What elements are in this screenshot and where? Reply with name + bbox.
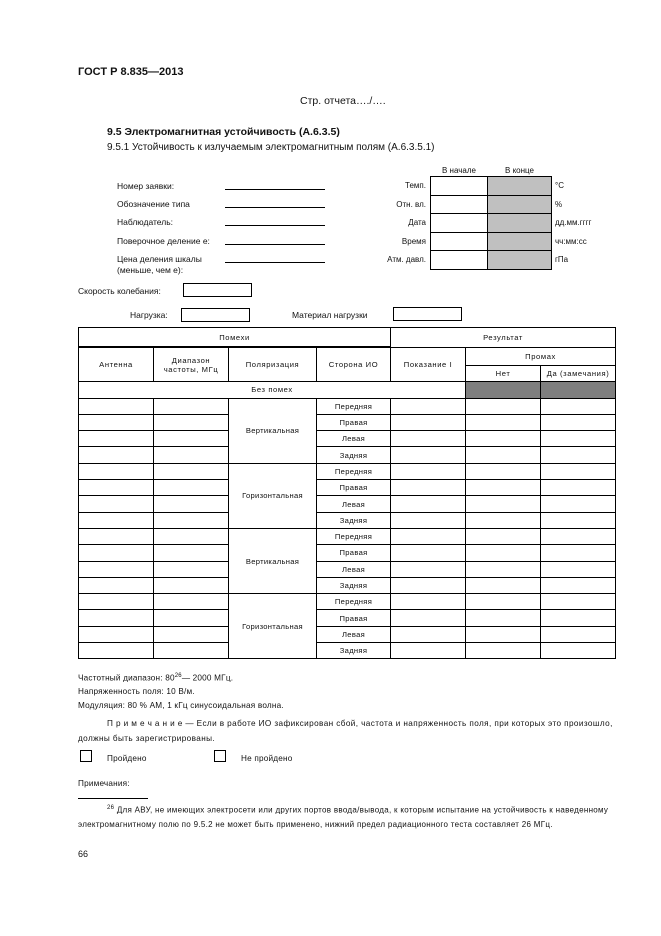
- failed-label: Не пройдено: [241, 754, 293, 763]
- table-row: [79, 447, 616, 463]
- side-cell: Правая: [317, 610, 391, 626]
- antenna-cell[interactable]: [79, 480, 154, 496]
- polarization-cell: Горизонтальная: [229, 463, 317, 528]
- cond-date-label: Дата: [408, 218, 426, 228]
- antenna-cell[interactable]: [79, 594, 154, 610]
- table-row: [79, 577, 616, 593]
- footnote-mark: 26: [107, 805, 115, 811]
- freq-range-cell[interactable]: [154, 577, 229, 593]
- miss-yes-cell[interactable]: [541, 626, 616, 642]
- miss-no-cell[interactable]: [466, 561, 541, 577]
- col-end-label: В конце: [505, 166, 534, 175]
- antenna-cell[interactable]: [79, 447, 154, 463]
- miss-no-cell[interactable]: [466, 496, 541, 512]
- antenna-cell[interactable]: [79, 643, 154, 659]
- reading-cell[interactable]: [391, 480, 466, 496]
- header-result: Результат: [391, 328, 616, 348]
- table-row: [79, 463, 616, 479]
- miss-no-cell[interactable]: [466, 594, 541, 610]
- freq-range-cell[interactable]: [154, 463, 229, 479]
- header-freq-range-line2: частоты, МГц: [163, 364, 219, 374]
- remark-paragraph: П р и м е ч а н и е — Если в работе ИО зафиксирован сбой, частота и напряженность поля, при которых это произошло, должны быть зарегистрированы.: [78, 719, 613, 743]
- passed-checkbox[interactable]: [80, 750, 92, 762]
- freq-range-cell[interactable]: [154, 561, 229, 577]
- field-label-scale-division: Цена деления шкалы: [117, 254, 202, 264]
- antenna-cell[interactable]: [79, 463, 154, 479]
- cond-pressure-unit: гПа: [555, 255, 569, 265]
- cond-pressure-start-cell[interactable]: [431, 251, 488, 270]
- antenna-cell[interactable]: [79, 610, 154, 626]
- freq-range-cell[interactable]: [154, 528, 229, 544]
- remarks-label: Примечания:: [78, 779, 130, 788]
- reading-cell[interactable]: [391, 626, 466, 642]
- cond-temp-end-cell[interactable]: [488, 177, 552, 196]
- header-interference: Помехи: [79, 328, 391, 347]
- antenna-cell[interactable]: [79, 626, 154, 642]
- miss-no-cell[interactable]: [466, 528, 541, 544]
- reading-cell[interactable]: [391, 414, 466, 430]
- miss-yes-cell[interactable]: [541, 561, 616, 577]
- cond-humidity-label: Отн. вл.: [396, 199, 426, 209]
- table-row: [79, 643, 616, 659]
- no-interference-row: Без помех: [79, 382, 466, 398]
- load-label: Нагрузка:: [130, 310, 168, 320]
- load-material-input[interactable]: [393, 307, 462, 321]
- miss-yes-cell[interactable]: [541, 643, 616, 659]
- reading-cell[interactable]: [391, 528, 466, 544]
- reading-cell[interactable]: [391, 447, 466, 463]
- header-freq-range-line1: Диапазон: [171, 355, 211, 365]
- miss-yes-cell[interactable]: [541, 398, 616, 414]
- miss-yes-cell[interactable]: [541, 577, 616, 593]
- antenna-cell[interactable]: [79, 577, 154, 593]
- results-table: [78, 327, 616, 659]
- antenna-cell[interactable]: [79, 528, 154, 544]
- freq-range-text: Частотный диапазон: 80: [78, 673, 175, 683]
- miss-no-cell[interactable]: [466, 398, 541, 414]
- antenna-cell[interactable]: [79, 512, 154, 528]
- freq-range-cell[interactable]: [154, 626, 229, 642]
- field-strength-note: Напряженность поля: 10 В/м.: [78, 687, 195, 696]
- conditions-table: [370, 165, 615, 270]
- side-cell: Правая: [317, 480, 391, 496]
- footnote-text: Для АВУ, не имеющих электросети или других портов ввода/вывода, к которым испытание на устойчивость к наведенному электромагнитному полю по 9.5.2 не может быть применено, нижний предел радиационного теста составляет 26 МГц.: [78, 805, 609, 829]
- miss-no-cell[interactable]: [466, 626, 541, 642]
- polarization-cell: Вертикальная: [229, 398, 317, 463]
- cond-temp-start-cell[interactable]: [431, 177, 488, 196]
- side-cell: Передняя: [317, 463, 391, 479]
- reading-cell[interactable]: [391, 512, 466, 528]
- col-start-label: В начале: [442, 166, 476, 175]
- side-cell: Левая: [317, 561, 391, 577]
- miss-no-cell[interactable]: [466, 643, 541, 659]
- freq-range-cell[interactable]: [154, 610, 229, 626]
- table-row: [79, 610, 616, 626]
- miss-no-cell[interactable]: [466, 463, 541, 479]
- table-row: [79, 480, 616, 496]
- reading-cell[interactable]: [391, 643, 466, 659]
- freq-range-cell[interactable]: [154, 512, 229, 528]
- field-label-request-number: Номер заявки:: [117, 181, 175, 191]
- table-row: [79, 431, 616, 447]
- miss-yes-cell[interactable]: [541, 512, 616, 528]
- cond-pressure-end-cell[interactable]: [488, 251, 552, 270]
- side-cell: Передняя: [317, 398, 391, 414]
- miss-yes-cell[interactable]: [541, 496, 616, 512]
- reading-cell[interactable]: [391, 545, 466, 561]
- cond-time-end-cell[interactable]: [488, 232, 552, 251]
- footnote-divider: [78, 798, 148, 799]
- page-number: 66: [78, 849, 89, 859]
- header-antenna: Антенна: [79, 348, 154, 382]
- footnote: [78, 801, 615, 832]
- miss-no-cell[interactable]: [466, 545, 541, 561]
- type-line[interactable]: [225, 207, 325, 208]
- observer-line[interactable]: [225, 225, 325, 226]
- cond-temp-label: Темп.: [405, 181, 426, 191]
- side-cell: Правая: [317, 545, 391, 561]
- field-label-verification-division: Поверочное деление e:: [117, 236, 210, 246]
- miss-no-cell[interactable]: [466, 431, 541, 447]
- polarization-cell: Вертикальная: [229, 528, 317, 593]
- reading-cell[interactable]: [391, 561, 466, 577]
- miss-yes-cell[interactable]: [541, 431, 616, 447]
- side-cell: Передняя: [317, 594, 391, 610]
- reading-cell[interactable]: [391, 431, 466, 447]
- failed-checkbox[interactable]: [214, 750, 226, 762]
- cond-time-start-cell[interactable]: [431, 232, 488, 251]
- header-miss: Промах: [466, 348, 616, 366]
- side-cell: Задняя: [317, 643, 391, 659]
- header-side: Сторона ИО: [317, 348, 391, 382]
- cond-date-end-cell[interactable]: [488, 214, 552, 233]
- load-material-label: Материал нагрузки: [292, 310, 368, 320]
- report-page-ref: Стр. отчета…./….: [300, 95, 386, 107]
- freq-range-tail: — 2000 МГц.: [181, 673, 234, 683]
- section-title: 9.5 Электромагнитная устойчивость (А.6.3.5): [107, 126, 340, 138]
- table-row: [79, 626, 616, 642]
- no-interference-yes-cell: [541, 382, 616, 398]
- antenna-cell[interactable]: [79, 545, 154, 561]
- side-cell: Левая: [317, 431, 391, 447]
- table-row: [79, 512, 616, 528]
- freq-range-cell[interactable]: [154, 545, 229, 561]
- miss-no-cell[interactable]: [466, 610, 541, 626]
- miss-yes-cell[interactable]: [541, 463, 616, 479]
- side-cell: Задняя: [317, 512, 391, 528]
- freq-range-cell[interactable]: [154, 414, 229, 430]
- subsection-title: 9.5.1 Устойчивость к излучаемым электромагнитным полям (А.6.3.5.1): [107, 142, 435, 153]
- freq-range-cell[interactable]: [154, 643, 229, 659]
- miss-no-cell[interactable]: [466, 414, 541, 430]
- cond-time-unit: чч:мм:сс: [555, 236, 587, 246]
- side-cell: Передняя: [317, 528, 391, 544]
- side-cell: Правая: [317, 414, 391, 430]
- antenna-cell[interactable]: [79, 561, 154, 577]
- passed-label: Пройдено: [107, 754, 147, 763]
- antenna-cell[interactable]: [79, 496, 154, 512]
- side-cell: Задняя: [317, 447, 391, 463]
- freq-range-cell[interactable]: [154, 594, 229, 610]
- reading-cell[interactable]: [391, 463, 466, 479]
- miss-yes-cell[interactable]: [541, 480, 616, 496]
- freq-range-cell[interactable]: [154, 431, 229, 447]
- request-number-line[interactable]: [225, 189, 325, 190]
- reading-cell[interactable]: [391, 496, 466, 512]
- field-label-type: Обозначение типа: [117, 199, 190, 209]
- freq-footnote-ref: 26: [174, 673, 182, 679]
- antenna-cell[interactable]: [79, 398, 154, 414]
- cond-humidity-unit: %: [555, 199, 563, 209]
- side-cell: Левая: [317, 626, 391, 642]
- side-cell: Левая: [317, 496, 391, 512]
- antenna-cell[interactable]: [79, 431, 154, 447]
- field-label-observer: Наблюдатель:: [117, 217, 173, 227]
- miss-no-cell[interactable]: [466, 447, 541, 463]
- side-cell: Задняя: [317, 577, 391, 593]
- table-row: [79, 545, 616, 561]
- vibration-label: Скорость колебания:: [78, 286, 161, 296]
- header-no: Нет: [466, 366, 541, 382]
- miss-yes-cell[interactable]: [541, 447, 616, 463]
- header-polarization: Поляризация: [229, 348, 317, 382]
- table-row: [79, 561, 616, 577]
- cond-time-label: Время: [401, 236, 426, 246]
- freq-range-cell[interactable]: [154, 447, 229, 463]
- cond-pressure-label: Атм. давл.: [387, 255, 426, 265]
- miss-no-cell[interactable]: [466, 577, 541, 593]
- reading-cell[interactable]: [391, 610, 466, 626]
- table-row: [79, 398, 616, 414]
- reading-cell[interactable]: [391, 594, 466, 610]
- load-input[interactable]: [181, 308, 250, 322]
- header-yes: Да (замечания): [541, 366, 616, 382]
- cond-date-start-cell[interactable]: [431, 214, 488, 233]
- header-freq-range: [154, 348, 229, 382]
- modulation-note: Модуляция: 80 % АМ, 1 кГц синусоидальная волна.: [78, 701, 284, 710]
- reading-cell[interactable]: [391, 577, 466, 593]
- table-row: [79, 594, 616, 610]
- field-label-scale-division-2: (меньше, чем e):: [117, 265, 184, 275]
- miss-yes-cell[interactable]: [541, 528, 616, 544]
- polarization-cell: Горизонтальная: [229, 594, 317, 659]
- freq-range-cell[interactable]: [154, 480, 229, 496]
- miss-yes-cell[interactable]: [541, 414, 616, 430]
- cond-temp-unit: °С: [555, 181, 564, 191]
- miss-yes-cell[interactable]: [541, 545, 616, 561]
- cond-humidity-start-cell[interactable]: [431, 195, 488, 214]
- cond-date-unit: дд.мм.гггг: [555, 218, 592, 228]
- freq-range-cell[interactable]: [154, 398, 229, 414]
- reading-cell[interactable]: [391, 398, 466, 414]
- scale-division-line[interactable]: [225, 262, 325, 263]
- document-id: ГОСТ Р 8.835—2013: [78, 66, 184, 78]
- antenna-cell[interactable]: [79, 414, 154, 430]
- cond-humidity-end-cell[interactable]: [488, 195, 552, 214]
- table-row: [79, 528, 616, 544]
- freq-range-note: [78, 673, 233, 683]
- table-row: [79, 414, 616, 430]
- no-interference-no-cell: [466, 382, 541, 398]
- miss-yes-cell[interactable]: [541, 610, 616, 626]
- miss-no-cell[interactable]: [466, 480, 541, 496]
- table-row: [79, 496, 616, 512]
- vibration-input[interactable]: [183, 283, 252, 297]
- miss-yes-cell[interactable]: [541, 594, 616, 610]
- verification-division-line[interactable]: [225, 244, 325, 245]
- header-reading: Показание I: [391, 348, 466, 382]
- freq-range-cell[interactable]: [154, 496, 229, 512]
- miss-no-cell[interactable]: [466, 512, 541, 528]
